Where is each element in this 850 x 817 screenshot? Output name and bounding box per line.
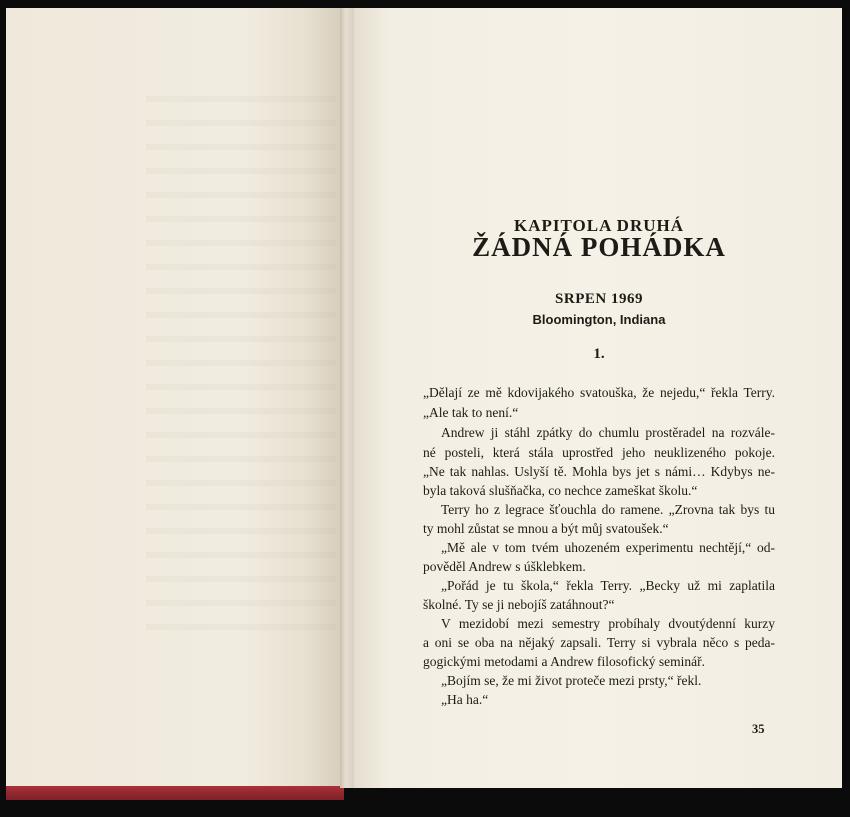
text-line: ty mohl zůstat se mnou a být můj svatoušek.“ (423, 521, 669, 536)
text-line: „Dělají ze mě kdovijakého svatouška, že nejedu,“ řekla Terry. (423, 385, 775, 400)
text-line: byla taková slušňačka, co nechce zameškat školu.“ (423, 483, 698, 498)
chapter-kicker: KAPITOLA DRUHÁ (513, 216, 684, 235)
text-line: gogickými metodami a Andrew filosofický seminář. (423, 654, 705, 669)
text-line: né posteli, která stála uprostřed jeho neuklizeného pokoje. (423, 445, 775, 460)
chapter-title: ŽÁDNÁ POHÁDKA (472, 232, 726, 262)
cover-edge (6, 786, 344, 800)
text-line: „Pořád je tu škola,“ řekla Terry. „Becky už mi zaplatila (441, 578, 775, 593)
text-line: školné. Ty se ji nebojíš zatáhnout?“ (423, 597, 615, 612)
text-line: „Bojím se, že mi život proteče mezi prsty,“ řekl. (441, 673, 702, 688)
text-line: Terry ho z legrace šťouchla do ramene. „Zrovna tak bys tu (441, 502, 775, 517)
book-gutter (340, 8, 354, 788)
text-line: Andrew ji stáhl zpátky do chumlu prostěradel na rozvále- (441, 425, 775, 440)
text-line: „Ale tak to není.“ (423, 405, 519, 420)
text-line: „Ne tak nahlas. Uslyší tě. Mohla bys jet s námi… Kdybys ne- (423, 464, 775, 479)
chapter-date: SRPEN 1969 (555, 291, 643, 307)
text-line: „Mě ale v tom tvém uhozeném experimentu nechtějí,“ od- (441, 540, 775, 555)
left-page (6, 8, 344, 788)
text-line: a oni se oba na nějaký zapsali. Terry si vybrala něco s peda- (423, 635, 775, 650)
text-line: „Ha ha.“ (441, 692, 489, 707)
chapter-place: Bloomington, Indiana (532, 312, 666, 327)
text-line: pověděl Andrew s úšklebkem. (423, 559, 586, 574)
section-number: 1. (593, 346, 605, 362)
page-number: 35 (752, 722, 765, 736)
show-through-text (146, 78, 336, 638)
text-line: V mezidobí mezi semestry probíhaly dvoutýdenní kurzy (441, 616, 775, 631)
